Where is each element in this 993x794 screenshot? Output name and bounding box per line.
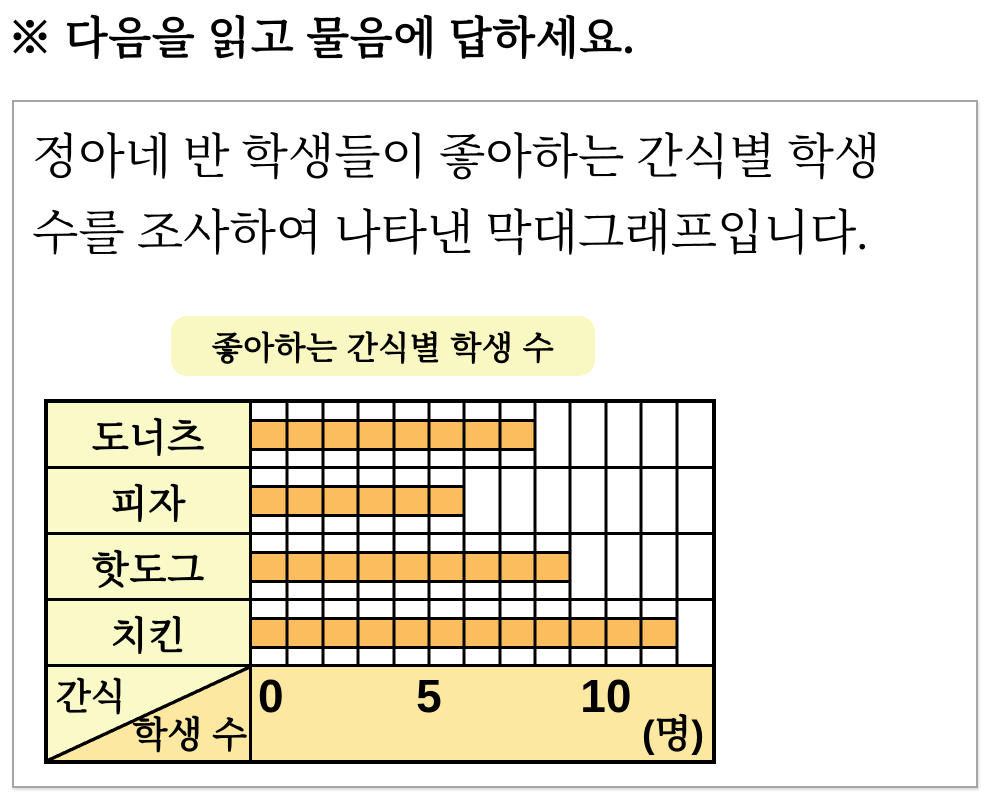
axis-tick-label: 5 xyxy=(416,670,442,722)
gridline xyxy=(498,403,501,466)
chart-row-3 xyxy=(48,535,712,601)
gridline xyxy=(286,403,289,466)
gridline xyxy=(463,535,466,598)
gridline xyxy=(321,403,324,466)
gridline xyxy=(675,535,678,598)
gridline xyxy=(463,403,466,466)
axis-row xyxy=(48,667,712,760)
gridline xyxy=(498,601,501,664)
corner-category-label: 간식 xyxy=(56,676,126,717)
plot-area xyxy=(252,403,712,466)
gridline xyxy=(427,469,430,532)
gridline xyxy=(675,601,678,664)
gridline xyxy=(534,535,537,598)
chart-row-2 xyxy=(48,469,712,535)
gridline xyxy=(321,469,324,532)
gridline xyxy=(392,469,395,532)
gridline xyxy=(604,535,607,598)
gridline xyxy=(640,601,643,664)
gridline xyxy=(675,469,678,532)
plot-area xyxy=(252,601,712,664)
bar-border-line xyxy=(252,580,570,583)
description-line-1: 정아네 반 학생들이 좋아하는 간식별 학생 xyxy=(32,131,881,184)
gridline xyxy=(569,469,572,532)
axis-scale xyxy=(252,667,712,760)
gridline xyxy=(675,403,678,466)
chart-title-badge: 좋아하는 간식별 학생 수 xyxy=(171,316,595,376)
gridline xyxy=(357,535,360,598)
axis-corner-cell xyxy=(48,667,252,760)
gridline xyxy=(286,601,289,664)
gridline xyxy=(357,601,360,664)
gridline xyxy=(640,535,643,598)
gridline xyxy=(427,601,430,664)
chart-row-1 xyxy=(48,403,712,469)
gridline xyxy=(498,535,501,598)
gridline xyxy=(392,535,395,598)
gridline xyxy=(640,403,643,466)
category-label-cell: 핫도그 xyxy=(48,535,252,598)
gridline xyxy=(534,601,537,664)
gridline xyxy=(286,469,289,532)
axis-tick-label: 10 xyxy=(580,670,632,722)
gridline xyxy=(498,469,501,532)
gridline xyxy=(286,535,289,598)
gridline xyxy=(357,403,360,466)
description-line-2: 수를 조사하여 나타낸 막대그래프입니다. xyxy=(32,207,869,260)
unit-label: (명) xyxy=(641,714,704,756)
bar-chart xyxy=(44,399,716,764)
bar-border-line xyxy=(252,551,570,554)
gridline xyxy=(321,601,324,664)
gridline xyxy=(534,469,537,532)
gridline xyxy=(427,403,430,466)
instruction-text: ※ 다음을 읽고 물음에 답하세요. xyxy=(8,14,636,63)
gridline xyxy=(569,601,572,664)
axis-tick-label: 0 xyxy=(258,670,284,722)
problem-description xyxy=(32,120,880,272)
gridline xyxy=(463,469,466,532)
gridline xyxy=(604,403,607,466)
gridline xyxy=(569,535,572,598)
gridline xyxy=(604,469,607,532)
chart-row-4 xyxy=(48,601,712,667)
gridline xyxy=(427,535,430,598)
gridline xyxy=(604,601,607,664)
plot-area xyxy=(252,469,712,532)
gridline xyxy=(640,469,643,532)
gridline xyxy=(569,403,572,466)
plot-area xyxy=(252,535,712,598)
bar xyxy=(252,554,570,580)
category-label-cell: 도너츠 xyxy=(48,403,252,466)
gridline xyxy=(321,535,324,598)
gridline xyxy=(534,403,537,466)
category-label-cell: 피자 xyxy=(48,469,252,532)
gridline xyxy=(463,601,466,664)
gridline xyxy=(392,601,395,664)
gridline xyxy=(357,469,360,532)
gridline xyxy=(392,403,395,466)
problem-box xyxy=(12,100,978,788)
category-label-cell: 치킨 xyxy=(48,601,252,664)
corner-value-label: 학생 수 xyxy=(132,714,247,755)
